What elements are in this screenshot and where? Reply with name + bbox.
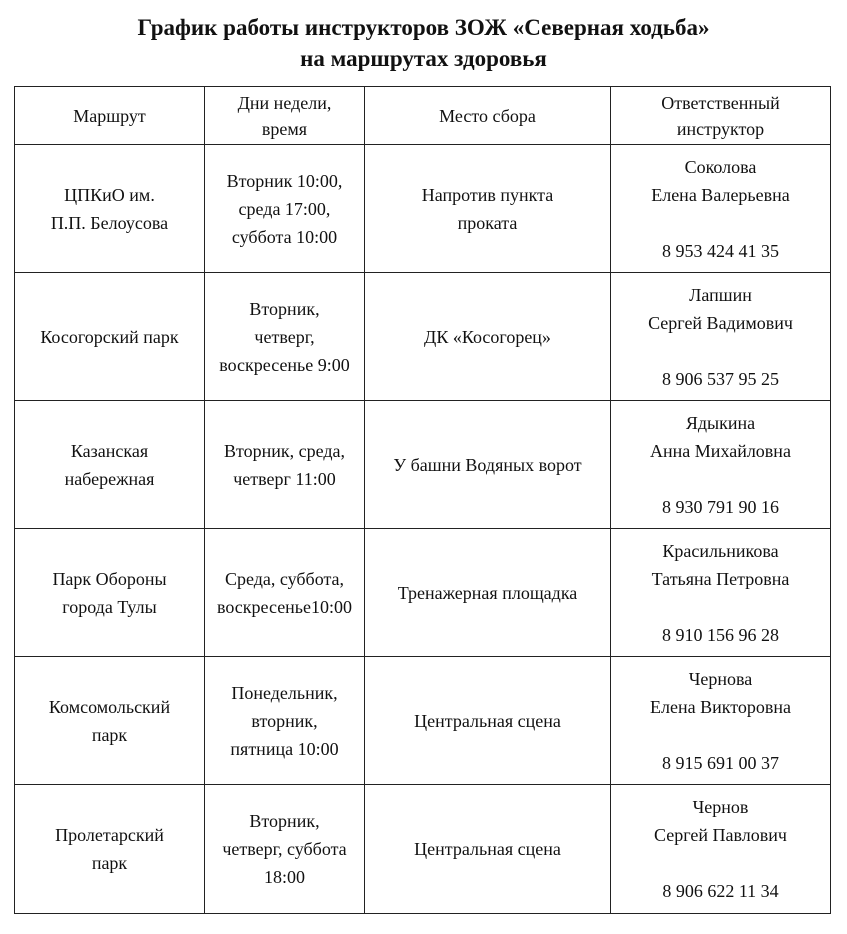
- place-cell: Напротив пункта проката: [365, 145, 611, 273]
- place-cell: Центральная сцена: [365, 657, 611, 785]
- instructor-name: Татьяна Петровна: [651, 568, 790, 589]
- instructor-phone: 8 930 791 90 16: [662, 496, 779, 517]
- days-cell: Понедельник, вторник, пятница 10:00: [205, 657, 365, 785]
- place-cell: ДК «Косогорец»: [365, 273, 611, 401]
- table-row: [15, 401, 831, 529]
- route-cell: Пролетарский парк: [15, 785, 205, 914]
- instructor-name: Анна Михайловна: [650, 440, 791, 461]
- instructor-phone: 8 953 424 41 35: [662, 240, 779, 261]
- title-line-1: График работы инструкторов ЗОЖ «Северная ходьба»: [137, 15, 710, 40]
- route-cell: ЦПКиО им. П.П. Белоусова: [15, 145, 205, 273]
- instructor-cell: [611, 273, 831, 401]
- instructor-surname: Чернова: [688, 668, 753, 689]
- instructor-cell: [611, 657, 831, 785]
- place-cell: Центральная сцена: [365, 785, 611, 914]
- place-cell: У башни Водяных ворот: [365, 401, 611, 529]
- instructor-surname: Красильникова: [662, 540, 779, 561]
- instructor-cell: [611, 145, 831, 273]
- days-cell: Вторник 10:00, среда 17:00, суббота 10:00: [205, 145, 365, 273]
- instructor-phone: 8 906 622 11 34: [662, 881, 779, 901]
- table-row: [15, 785, 831, 914]
- place-cell: Тренажерная площадка: [365, 529, 611, 657]
- instructor-cell: [611, 785, 831, 914]
- days-cell: Вторник, четверг, суббота 18:00: [205, 785, 365, 914]
- route-cell: Казанская набережная: [15, 401, 205, 529]
- table-row: [15, 145, 831, 273]
- instructor-phone: 8 910 156 96 28: [662, 624, 779, 645]
- days-cell: Вторник, среда, четверг 11:00: [205, 401, 365, 529]
- instructor-name: Елена Викторовна: [650, 696, 791, 717]
- days-cell: Среда, суббота, воскресенье10:00: [205, 529, 365, 657]
- header-place: Место сбора: [365, 87, 611, 145]
- route-cell: Комсомольский парк: [15, 657, 205, 785]
- instructor-name: Сергей Павлович: [654, 825, 787, 845]
- document-title: [0, 12, 847, 74]
- instructor-surname: Лапшин: [689, 284, 752, 305]
- instructor-surname: Чернов: [692, 797, 749, 817]
- table-row: [15, 273, 831, 401]
- instructor-name: Елена Валерьевна: [651, 184, 790, 205]
- instructor-phone: 8 906 537 95 25: [662, 368, 779, 389]
- instructor-name: Сергей Вадимович: [648, 312, 793, 333]
- route-cell: Парк Обороны города Тулы: [15, 529, 205, 657]
- header-row: [15, 87, 831, 145]
- route-cell: Косогорский парк: [15, 273, 205, 401]
- days-cell: Вторник, четверг, воскресенье 9:00: [205, 273, 365, 401]
- table-row: [15, 529, 831, 657]
- header-route: Маршрут: [15, 87, 205, 145]
- title-line-2: на маршрутах здоровья: [300, 46, 547, 71]
- instructor-cell: [611, 529, 831, 657]
- header-instructor: Ответственный инструктор: [611, 87, 831, 145]
- instructor-phone: 8 915 691 00 37: [662, 752, 779, 773]
- instructor-cell: [611, 401, 831, 529]
- instructor-surname: Соколова: [684, 156, 757, 177]
- schedule-table: [14, 86, 831, 914]
- header-days: Дни недели, время: [205, 87, 365, 145]
- instructor-surname: Ядыкина: [685, 412, 756, 433]
- table-row: [15, 657, 831, 785]
